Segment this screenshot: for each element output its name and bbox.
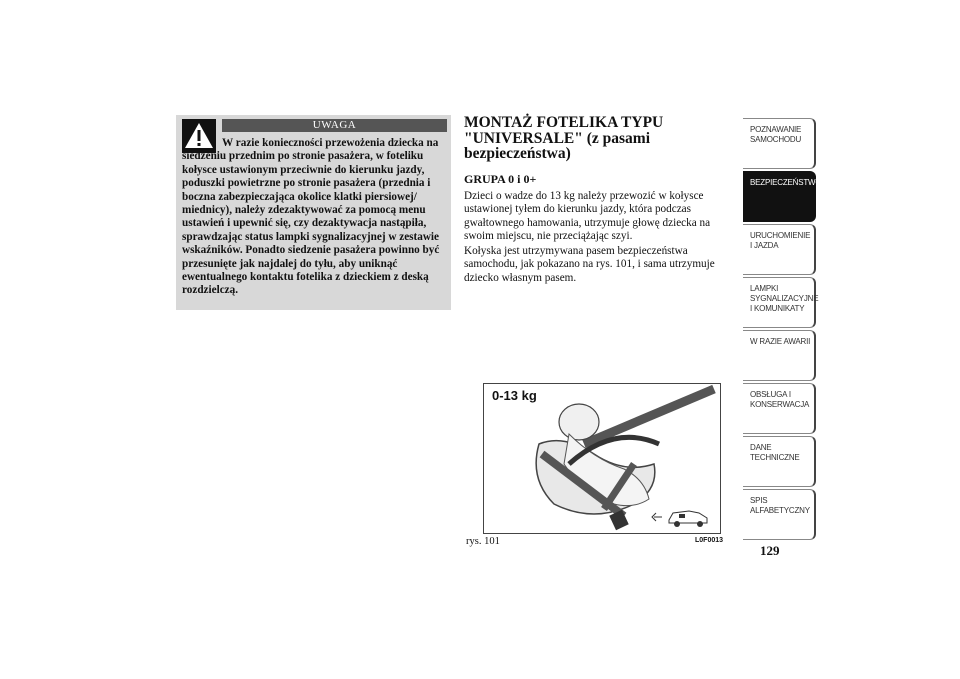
warning-box [176, 115, 451, 310]
warning-text: W razie konieczności przewożenia dziecka na siedzeniu przednim po stronie pasażera, w foteliku kołysce ustawionym przeciwnie do kierunku jazdy, poduszki powietrzne po stronie pasażera (przednia i boczna zabezpieczająca okolice klatki piersiowej/ miednicy), należy zdezaktywować za pomocą menu ustawień i upewnić się, czy dezaktywacja nastąpiła, sprawdzając status lampki sygnalizacyjnej w zestawie wskaźników. Ponadto siedzenie pasażera powinno być przesunięte jak najdalej do tyłu, aby uniknąć ewentualnego kontaktu fotelika z dzieckiem z deską rozdzielczą. [182, 137, 440, 297]
tab-obsluga-i-konserwacja[interactable]: OBSŁUGA I KONSERWACJA [743, 383, 816, 434]
page-number: 129 [760, 543, 780, 558]
tab-spis-alfabetyczny[interactable]: SPIS ALFABETYCZNY [743, 489, 816, 540]
tab-bezpieczenstwo[interactable]: BEZPIECZEŃSTWO [743, 171, 816, 222]
warning-header: UWAGA [222, 119, 447, 132]
section-title: MONTAŻ FOTELIKA TYPU "UNIVERSALE" (z pasami bezpieczeństwa) [464, 114, 664, 162]
tab-dane-techniczne[interactable]: DANE TECHNICZNE [743, 436, 816, 487]
child-seat-illustration [484, 384, 720, 533]
figure-child-seat [483, 383, 721, 534]
tab-uruchomienie-i-jazda[interactable]: URUCHOMIENIE I JAZDA [743, 224, 816, 275]
tab-w-razie-awarii[interactable]: W RAZIE AWARII [743, 330, 816, 381]
paragraph-2: Kołyska jest utrzymywana pasem bezpieczeństwa samochodu, jak pokazano na rys. 101, i sama utrzymuje dziecko własnym pasem. [464, 245, 715, 284]
tab-poznawanie-samochodu[interactable]: POZNAWANIE SAMOCHODU [743, 118, 816, 169]
figure-caption: rys. 101 [466, 536, 500, 547]
figure-weight-label: 0-13 kg [492, 388, 537, 403]
group-title: GRUPA 0 i 0+ [464, 172, 537, 186]
figure-code: L0F0013 [695, 537, 724, 544]
paragraph-1: Dzieci o wadze do 13 kg należy przewozić w kołysce ustawionej tyłem do kierunku jazdy, która podczas gwałtownego hamowania, utrzymuje głowę dziecka na swoim miejscu, nie przeciążając szyi. [464, 190, 711, 242]
tab-lampki-sygnalizacyjne[interactable]: LAMPKI SYGNALIZACYJNE I KOMUNIKATY [743, 277, 816, 328]
